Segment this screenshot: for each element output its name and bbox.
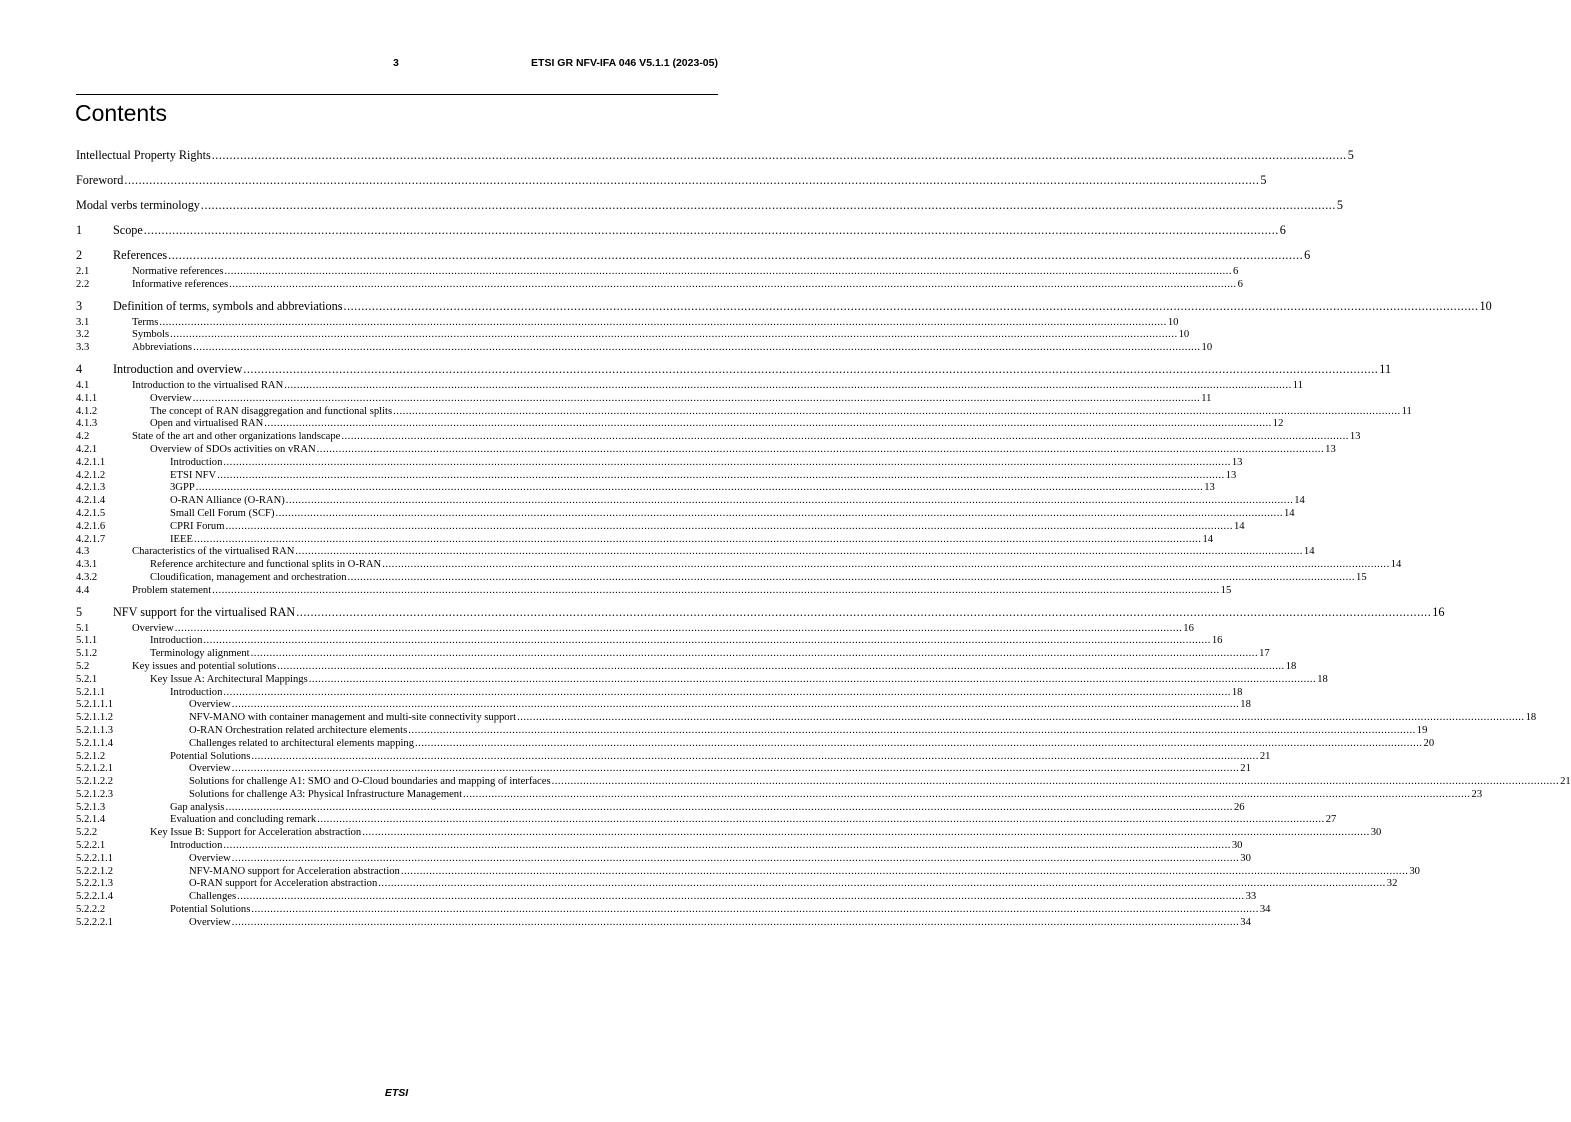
dot-leader [196, 482, 1204, 495]
toc-entry-title: ETSI NFV [170, 469, 217, 481]
toc-entry-number: 3.2 [76, 329, 90, 341]
toc-entry[interactable] [76, 443, 1336, 457]
toc-entry-number: 4.3.1 [76, 559, 98, 571]
toc-entry[interactable] [76, 750, 1271, 764]
toc-entry[interactable] [76, 878, 1398, 891]
dot-leader [275, 508, 1283, 521]
toc-entry-title: O-RAN Alliance (O-RAN) [170, 495, 285, 507]
dot-leader [251, 648, 1259, 661]
toc-entry-page: 16 [1432, 604, 1445, 619]
toc-entry-page: 5 [1260, 173, 1267, 187]
toc-entry[interactable] [76, 776, 1571, 789]
toc-entry[interactable] [76, 865, 1420, 879]
toc-entry-number: 5.2.1.3 [76, 801, 106, 813]
toc-entry-title: Introduction and overview [113, 361, 243, 376]
toc-entry-number: 3.3 [76, 342, 90, 354]
toc-entry[interactable] [76, 148, 1354, 166]
dot-leader [232, 917, 1240, 930]
toc-entry-number: 4.2.1.1 [76, 456, 106, 468]
toc-entry[interactable] [76, 456, 1243, 470]
table-of-contents [76, 148, 1571, 930]
toc-entry[interactable] [76, 278, 1243, 292]
toc-entry-page: 6 [1237, 278, 1243, 290]
toc-entry-page: 30 [1370, 827, 1382, 839]
dot-leader [251, 751, 1259, 764]
toc-entry-number: 5.2.1.2.1 [76, 763, 114, 775]
toc-entry-title: Evaluation and concluding remark [170, 814, 317, 826]
toc-entry-title: Overview [150, 392, 192, 404]
toc-entry-number: 4.1 [76, 379, 90, 391]
toc-entry-title: State of the art and other organizations landscape [132, 431, 341, 443]
toc-entry[interactable] [76, 801, 1245, 815]
dot-leader [225, 521, 1233, 534]
dot-leader [225, 802, 1233, 815]
dot-leader [251, 904, 1259, 917]
dot-leader [309, 674, 1317, 687]
toc-entry-number: 5.2.1.1.2 [76, 712, 114, 724]
toc-entry[interactable] [76, 546, 1315, 559]
toc-entry[interactable] [76, 673, 1328, 687]
dot-leader [193, 393, 1201, 406]
dot-leader [194, 534, 1202, 547]
toc-entry-title: Scope [113, 223, 143, 237]
toc-entry-page: 19 [1416, 724, 1428, 736]
toc-entry-title: Challenges [189, 891, 237, 903]
toc-entry-page: 30 [1240, 852, 1251, 864]
dot-leader [552, 776, 1560, 789]
toc-entry-title: Cloudification, management and orchestration [150, 571, 347, 583]
dot-leader [224, 266, 1232, 279]
toc-entry-number: 4.2.1.4 [76, 495, 106, 507]
toc-entry-title: Definition of terms, symbols and abbreviations [113, 298, 343, 313]
toc-entry[interactable] [76, 660, 1297, 674]
dot-leader [408, 725, 1416, 738]
page-header [76, 57, 718, 73]
toc-entry-title: Potential Solutions [170, 904, 251, 916]
toc-entry[interactable] [76, 495, 1305, 508]
toc-entry-number: 3.1 [76, 316, 90, 328]
toc-entry-page: 12 [1272, 418, 1284, 430]
toc-entry-number: 4.3.2 [76, 571, 98, 583]
toc-entry-page: 21 [1560, 776, 1571, 788]
page-number: 3 [393, 57, 399, 69]
toc-entry-page: 13 [1349, 431, 1361, 443]
toc-entry-page: 14 [1303, 546, 1315, 558]
toc-entry-title: Introduction [150, 635, 203, 647]
toc-entry-title: O-RAN support for Acceleration abstraction [189, 878, 378, 890]
toc-entry-title: Modal verbs terminology [76, 198, 200, 212]
toc-entry-page: 30 [1409, 865, 1420, 877]
toc-entry-title: Key issues and potential solutions [132, 660, 277, 672]
toc-entry[interactable] [76, 361, 1392, 380]
toc-entry-number: 2.2 [76, 278, 90, 290]
toc-entry[interactable] [76, 198, 1343, 216]
toc-entry-page: 17 [1259, 648, 1270, 660]
dot-leader [393, 406, 1401, 419]
toc-entry-number: 4 [76, 361, 83, 376]
toc-entry-number: 4.2.1.3 [76, 482, 106, 494]
toc-entry[interactable] [76, 559, 1402, 572]
toc-entry-page: 6 [1279, 223, 1286, 237]
toc-entry-number: 5.1.2 [76, 648, 98, 660]
dot-leader [144, 223, 1279, 237]
dot-leader [517, 712, 1525, 725]
dot-leader [295, 546, 1303, 559]
dot-leader [223, 840, 1231, 853]
toc-entry-page: 16 [1211, 635, 1223, 647]
toc-entry-number: 4.2.1.6 [76, 520, 106, 532]
toc-entry-number: 4.4 [76, 584, 90, 596]
dot-leader [193, 342, 1201, 355]
toc-entry-page: 13 [1231, 456, 1243, 468]
toc-entry-number: 5.2.2.2.1 [76, 916, 114, 928]
toc-entry-page: 18 [1317, 673, 1328, 685]
toc-entry-title: Introduction to the virtualised RAN [132, 379, 284, 391]
toc-entry-title: Overview [189, 763, 231, 775]
toc-entry-number: 5.2.2.2 [76, 904, 106, 916]
toc-entry[interactable] [76, 635, 1223, 648]
dot-leader [243, 362, 1378, 376]
toc-entry-number: 4.1.3 [76, 418, 98, 430]
toc-entry[interactable] [76, 329, 1190, 342]
dot-leader [463, 789, 1471, 802]
toc-entry-title: Overview [189, 699, 231, 711]
toc-entry-number: 5.2.2.1.2 [76, 865, 114, 877]
toc-entry-number: 5.2.2.1.4 [76, 891, 114, 903]
toc-entry[interactable] [76, 173, 1267, 191]
toc-entry-number: 5.2.1.2 [76, 750, 106, 762]
toc-entry-title: Challenges related to architectural elements mapping [189, 737, 415, 749]
toc-entry-page: 18 [1285, 660, 1297, 672]
toc-entry-title: Terminology alignment [150, 648, 250, 660]
toc-entry-page: 13 [1204, 482, 1215, 494]
dot-leader [284, 380, 1292, 393]
toc-entry-title: Introduction [170, 686, 223, 698]
dot-leader [168, 248, 1303, 262]
toc-entry-title: IEEE [170, 533, 193, 545]
dot-leader [344, 299, 1479, 313]
dot-leader [317, 444, 1325, 457]
toc-entry-page: 18 [1525, 712, 1537, 724]
toc-entry-page: 15 [1220, 584, 1232, 596]
page-title: Contents [75, 100, 168, 126]
toc-entry-page: 27 [1325, 814, 1337, 826]
toc-entry-number: 5.2 [76, 660, 90, 672]
toc-entry[interactable] [76, 482, 1215, 495]
toc-entry-title: Introduction [170, 840, 223, 852]
toc-entry-page: 18 [1231, 686, 1243, 698]
toc-entry-page: 11 [1379, 361, 1392, 376]
toc-entry-page: 5 [1347, 148, 1354, 162]
toc-entry[interactable] [76, 507, 1295, 521]
toc-entry-title: Overview [132, 622, 174, 634]
toc-entry-page: 13 [1325, 443, 1336, 455]
toc-entry-page: 10 [1167, 316, 1179, 328]
toc-entry-title: Terms [132, 316, 159, 328]
toc-entry[interactable] [76, 916, 1251, 930]
toc-entry-page: 21 [1240, 763, 1251, 775]
toc-entry-number: 4.2.1.2 [76, 469, 106, 481]
toc-entry-number: 5.2.1.1.4 [76, 737, 114, 749]
toc-entry-title: Key Issue B: Support for Acceleration abstraction [150, 827, 362, 839]
toc-entry-number: 5.2.1.1.1 [76, 699, 114, 711]
toc-entry[interactable] [76, 737, 1435, 751]
toc-entry-title: Potential Solutions [170, 750, 251, 762]
toc-entry-page: 30 [1231, 840, 1243, 852]
toc-entry-number: 5.2.1.2.3 [76, 788, 114, 800]
toc-entry-page: 10 [1479, 298, 1492, 313]
dot-leader [217, 470, 1225, 483]
dot-leader [201, 198, 1336, 212]
toc-entry-number: 5.2.1 [76, 673, 98, 685]
toc-entry-title: Open and virtualised RAN [150, 418, 264, 430]
toc-entry-page: 14 [1390, 559, 1402, 571]
toc-entry-page: 5 [1336, 198, 1343, 212]
toc-entry-page: 20 [1423, 737, 1435, 749]
toc-entry[interactable] [76, 316, 1179, 330]
dot-leader [203, 635, 1211, 648]
dot-leader [232, 763, 1240, 776]
toc-entry-title: Key Issue A: Architectural Mappings [150, 673, 308, 685]
toc-entry[interactable] [76, 379, 1303, 393]
toc-entry[interactable] [76, 342, 1213, 355]
toc-entry-page: 26 [1233, 801, 1245, 813]
toc-entry-title: Informative references [132, 278, 229, 290]
toc-entry-page: 34 [1259, 904, 1271, 916]
toc-entry-number: 5.2.2.1.3 [76, 878, 114, 890]
page-footer: ETSI [384, 1087, 409, 1099]
dot-leader [382, 559, 1390, 572]
toc-entry[interactable] [76, 584, 1232, 598]
toc-entry[interactable] [76, 571, 1367, 585]
toc-entry-number: 5.1 [76, 622, 90, 634]
toc-entry-title: Problem statement [132, 584, 212, 596]
toc-entry-number: 5.1.1 [76, 635, 98, 647]
toc-entry[interactable] [76, 469, 1237, 483]
toc-entry-number: 3 [76, 298, 83, 313]
dot-leader [296, 605, 1431, 619]
dot-leader [159, 317, 1167, 330]
toc-entry-number: 4.3 [76, 546, 90, 558]
dot-leader [212, 585, 1220, 598]
toc-entry[interactable] [76, 648, 1270, 661]
toc-entry-page: 10 [1201, 342, 1213, 354]
toc-entry-number: 5.2.1.4 [76, 814, 106, 826]
toc-entry-title: Small Cell Forum (SCF) [170, 507, 275, 519]
toc-entry[interactable] [76, 298, 1492, 317]
toc-entry-number: 1 [76, 223, 83, 237]
toc-entry-number: 5.2.2 [76, 827, 98, 839]
toc-entry-page: 14 [1202, 533, 1214, 545]
toc-entry-title: Foreword [76, 173, 124, 187]
toc-entry-page: 14 [1294, 495, 1305, 507]
toc-entry-title: References [113, 248, 168, 262]
toc-entry-number: 4.2.1.5 [76, 507, 106, 519]
toc-entry-page: 16 [1183, 622, 1194, 634]
toc-entry-page: 14 [1233, 520, 1245, 532]
toc-entry-title: CPRI Forum [170, 520, 225, 532]
toc-entry-title: Solutions for challenge A1: SMO and O-Cloud boundaries and mapping of interfaces [189, 776, 551, 788]
toc-entry-title: NFV-MANO with container management and multi-site connectivity support [189, 712, 517, 724]
toc-entry-number: 5.2.1.2.2 [76, 776, 114, 788]
toc-entry[interactable] [76, 814, 1337, 827]
toc-entry-title: 3GPP [170, 482, 195, 494]
toc-entry[interactable] [76, 712, 1537, 725]
toc-entry-title: NFV-MANO support for Acceleration abstraction [189, 865, 400, 877]
toc-entry[interactable] [76, 266, 1239, 279]
document-id: ETSI GR NFV-IFA 046 V5.1.1 (2023-05) [531, 57, 718, 69]
dot-leader [277, 661, 1285, 674]
toc-entry-title: Introduction [170, 456, 223, 468]
dot-leader [317, 814, 1325, 827]
dot-leader [237, 891, 1245, 904]
toc-entry-number: 4.1.2 [76, 405, 98, 417]
toc-entry-page: 6 [1304, 248, 1311, 262]
toc-entry-title: Reference architecture and functional splits in O-RAN [150, 559, 382, 571]
toc-entry[interactable] [76, 763, 1251, 776]
toc-entry[interactable] [76, 431, 1361, 444]
toc-entry-title: Solutions for challenge A3: Physical Infrastructure Management [189, 788, 463, 800]
toc-entry[interactable] [76, 827, 1382, 840]
dot-leader [264, 418, 1272, 431]
toc-entry-number: 5 [76, 604, 83, 619]
toc-entry[interactable] [76, 724, 1428, 738]
toc-entry-page: 11 [1292, 379, 1303, 391]
toc-entry-page: 23 [1471, 788, 1483, 800]
toc-entry-page: 18 [1240, 699, 1251, 711]
header-rule [76, 94, 718, 95]
toc-entry-title: Overview [189, 852, 231, 864]
toc-entry-page: 11 [1401, 405, 1412, 417]
toc-entry-title: Gap analysis [170, 801, 225, 813]
toc-entry[interactable] [76, 392, 1212, 406]
toc-entry[interactable] [76, 604, 1445, 623]
dot-leader [348, 572, 1356, 585]
toc-entry-title: Overview [189, 916, 231, 928]
toc-entry-page: 34 [1240, 916, 1251, 928]
toc-entry-title: Intellectual Property Rights [76, 148, 211, 162]
dot-leader [286, 495, 1294, 508]
toc-entry-number: 4.2.1.7 [76, 533, 106, 545]
toc-entry-number: 4.2 [76, 431, 90, 443]
dot-leader [212, 148, 1347, 162]
toc-entry[interactable] [76, 622, 1194, 636]
dot-leader [232, 699, 1240, 712]
toc-entry-title: Symbols [132, 329, 170, 341]
toc-entry-number: 4.1.1 [76, 392, 98, 404]
toc-entry-number: 5.2.2.1.1 [76, 852, 114, 864]
dot-leader [232, 853, 1240, 866]
toc-entry-page: 33 [1245, 891, 1257, 903]
toc-entry-title: Normative references [132, 266, 224, 277]
toc-entry-title: O-RAN Orchestration related architecture elements [189, 724, 408, 736]
toc-entry[interactable] [76, 788, 1483, 802]
toc-entry[interactable] [76, 418, 1284, 431]
dot-leader [175, 623, 1183, 636]
dot-leader [229, 279, 1237, 292]
toc-entry[interactable] [76, 248, 1311, 266]
toc-entry-page: 21 [1259, 750, 1271, 762]
toc-entry[interactable] [76, 840, 1243, 853]
toc-entry-number: 4.2.1 [76, 443, 98, 455]
toc-entry[interactable] [76, 405, 1412, 419]
dot-leader [170, 329, 1178, 342]
toc-entry-page: 32 [1386, 878, 1398, 890]
toc-entry-number: 5.2.1.1.3 [76, 724, 114, 736]
toc-entry-page: 14 [1283, 507, 1295, 519]
dot-leader [223, 457, 1231, 470]
dot-leader [341, 431, 1349, 444]
toc-entry[interactable] [76, 533, 1214, 547]
toc-entry-title: Overview of SDOs activities on vRAN [150, 443, 316, 455]
toc-entry[interactable] [76, 904, 1271, 917]
toc-entry-page: 13 [1225, 469, 1237, 481]
toc-entry-number: 5.2.2.1 [76, 840, 106, 852]
toc-entry-title: Characteristics of the virtualised RAN [132, 546, 295, 558]
toc-entry[interactable] [76, 852, 1251, 866]
toc-entry-number: 2 [76, 248, 83, 262]
dot-leader [124, 173, 1259, 187]
dot-leader [415, 738, 1423, 751]
dot-leader [401, 866, 1409, 879]
toc-entry-number: 2.1 [76, 266, 90, 277]
toc-entry[interactable] [76, 891, 1257, 904]
dot-leader [362, 827, 1370, 840]
toc-entry-page: 10 [1178, 329, 1190, 341]
toc-entry[interactable] [76, 223, 1286, 241]
dot-leader [378, 878, 1386, 891]
dot-leader [223, 687, 1231, 700]
toc-entry-title: The concept of RAN disaggregation and functional splits [150, 405, 393, 417]
toc-entry-page: 11 [1201, 392, 1212, 404]
toc-entry-page: 6 [1232, 266, 1239, 277]
toc-entry-number: 5.2.1.1 [76, 686, 106, 698]
toc-entry-title: NFV support for the virtualised RAN [113, 604, 296, 619]
toc-entry[interactable] [76, 699, 1251, 712]
toc-entry-title: Abbreviations [132, 342, 193, 354]
toc-entry-page: 15 [1356, 571, 1367, 583]
toc-entry[interactable] [76, 520, 1245, 534]
toc-entry[interactable] [76, 686, 1243, 700]
